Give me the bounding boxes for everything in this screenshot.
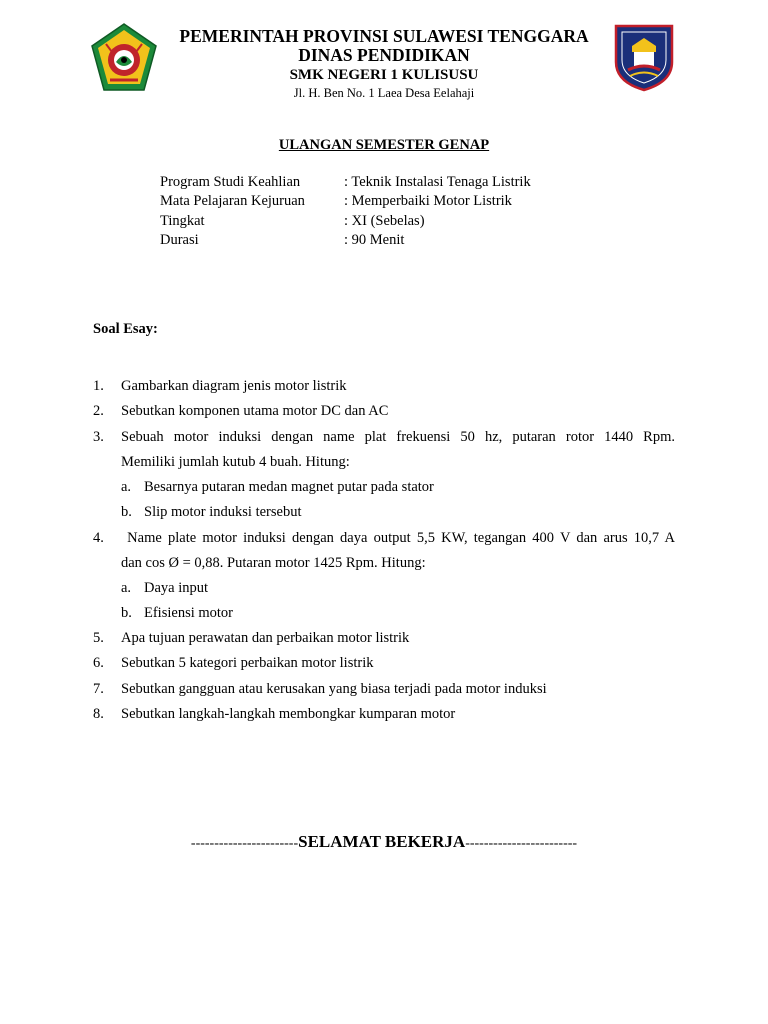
question-number: 1. (93, 378, 104, 394)
header-department: DINAS PENDIDIKAN (298, 45, 470, 65)
subquestion-text: Besarnya putaran medan magnet putar pada stator (144, 479, 434, 495)
soal-heading: Soal Esay: (93, 321, 158, 337)
question-text: Sebutkan langkah-langkah membongkar kumparan motor (121, 706, 456, 722)
question-text: Gambarkan diagram jenis motor listrik (121, 378, 347, 394)
question-number: 7. (93, 681, 104, 697)
header-address: Jl. H. Ben No. 1 Laea Desa Eelahaji (293, 86, 475, 100)
info-row (160, 231, 531, 250)
info-row (160, 192, 531, 211)
info-label: Tingkat (160, 212, 205, 229)
exam-title: ULANGAN SEMESTER GENAP (278, 137, 490, 153)
closing-text: SELAMAT BEKERJA (298, 832, 466, 851)
question-text: Sebutkan gangguan atau kerusakan yang biasa terjadi pada motor induksi (121, 681, 547, 697)
question-number: 8. (93, 706, 104, 722)
info-value: : XI (Sebelas) (344, 212, 425, 229)
question-number: 6. (93, 655, 104, 671)
dashes-left: ----------------------- (190, 836, 299, 851)
subquestion-text: Daya input (144, 580, 209, 596)
subquestion-label: b. (121, 504, 132, 520)
dashes-right: ------------------------ (465, 836, 578, 851)
question-text: Name plate motor induksi dengan daya output 5,5 KW, tegangan 400 V dan arus 10,7 A (121, 530, 675, 546)
info-value: : Memperbaiki Motor Listrik (344, 193, 512, 210)
school-shield-icon (612, 22, 676, 92)
question-text: Sebutkan 5 kategori perbaikan motor listrik (121, 655, 374, 671)
info-value: : 90 Menit (344, 231, 405, 248)
header-school: SMK NEGERI 1 KULISUSU (289, 67, 479, 83)
header-government: PEMERINTAH PROVINSI SULAWESI TENGGARA (179, 26, 589, 46)
info-row (160, 212, 531, 231)
question-text: Apa tujuan perawatan dan perbaikan motor listrik (121, 630, 410, 646)
info-label: Mata Pelajaran Kejuruan (160, 193, 305, 210)
subquestion-label: a. (121, 580, 132, 596)
info-label: Program Studi Keahlian (160, 174, 301, 190)
subquestion-text: Slip motor induksi tersebut (144, 504, 302, 520)
info-label: Durasi (160, 231, 199, 248)
exam-info (160, 173, 531, 250)
question-text: Sebuah motor induksi dengan name plat frekuensi 50 hz, putaran rotor 1440 Rpm. (121, 429, 675, 445)
question-number: 5. (93, 630, 104, 646)
question-number: 3. (93, 429, 104, 445)
question-text-cont: dan cos Ø = 0,88. Putaran motor 1425 Rpm. Hitung: (121, 555, 426, 571)
closing-message (0, 832, 768, 852)
question-number: 4. (93, 530, 104, 546)
subquestion-label: a. (121, 479, 132, 495)
provincial-emblem-icon (88, 22, 160, 94)
question-text: Sebutkan komponen utama motor DC dan AC (121, 403, 389, 419)
question-number: 2. (93, 403, 104, 419)
subquestion-text: Efisiensi motor (144, 605, 234, 621)
question-text-cont: Memiliki jumlah kutub 4 buah. Hitung: (121, 454, 350, 470)
info-value: : Teknik Instalasi Tenaga Listrik (344, 174, 531, 190)
subquestion-label: b. (121, 605, 132, 621)
info-row (160, 173, 531, 192)
